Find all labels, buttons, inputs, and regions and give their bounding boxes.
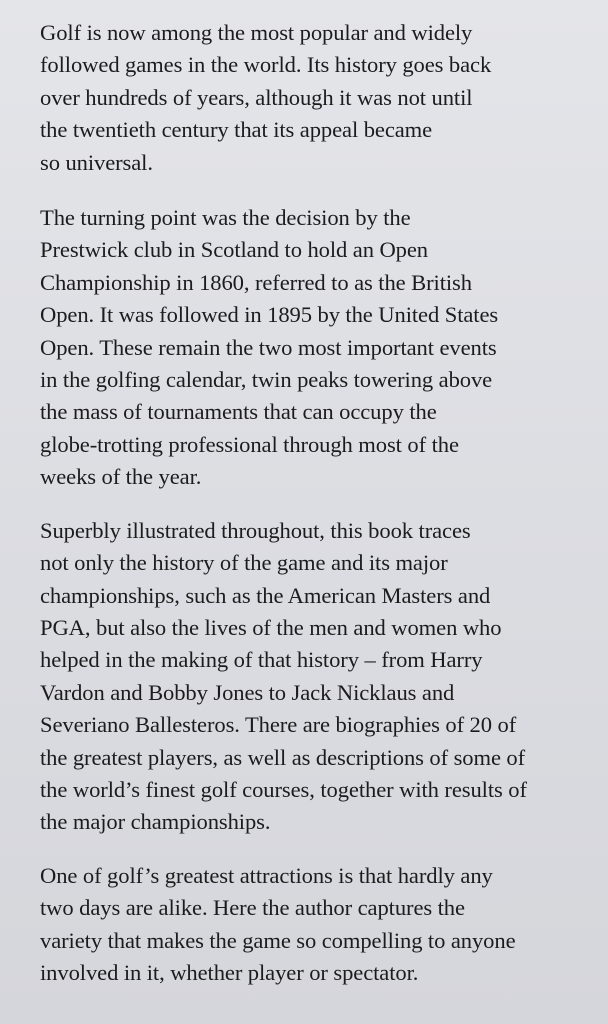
- paragraph-book-contents: [40, 515, 600, 839]
- text-line: weeks of the year.: [40, 464, 202, 490]
- paragraph-attractions: [40, 860, 600, 990]
- text-line: The turning point was the decision by the: [40, 205, 411, 231]
- text-line: variety that makes the game so compelling to anyone: [40, 927, 516, 953]
- text-line: the major championships.: [40, 809, 271, 835]
- text-line: Superbly illustrated throughout, this book traces: [40, 517, 471, 543]
- text-line: globe-trotting professional through most of the: [40, 431, 459, 457]
- text-line: involved in it, whether player or spectator.: [40, 959, 419, 985]
- paragraph-turning-point: [40, 202, 600, 494]
- text-line: championships, such as the American Masters and: [40, 582, 491, 608]
- text-line: the greatest players, as well as descriptions of some of: [40, 744, 526, 770]
- text-line: followed games in the world. Its history goes back: [40, 52, 492, 78]
- text-line: the twentieth century that its appeal became: [40, 117, 433, 143]
- text-line: not only the history of the game and its major: [40, 550, 448, 576]
- text-line: One of golf’s greatest attractions is that hardly any: [40, 862, 493, 888]
- text-line: Prestwick club in Scotland to hold an Open: [40, 237, 428, 263]
- paragraph-intro: [40, 17, 600, 179]
- text-line: PGA, but also the lives of the men and women who: [40, 614, 502, 640]
- text-line: Severiano Ballesteros. There are biographies of 20 of: [40, 712, 517, 738]
- text-line: the mass of tournaments that can occupy the: [40, 399, 437, 425]
- text-line: so universal.: [40, 149, 153, 175]
- book-blurb: [40, 17, 600, 989]
- text-line: Vardon and Bobby Jones to Jack Nicklaus and: [40, 679, 455, 705]
- text-line: the world’s finest golf courses, together with results of: [40, 776, 527, 802]
- text-line: two days are alike. Here the author captures the: [40, 895, 465, 921]
- text-line: helped in the making of that history – from Harry: [40, 647, 483, 673]
- text-line: in the golfing calendar, twin peaks towering above: [40, 367, 493, 393]
- text-line: Open. These remain the two most important events: [40, 334, 497, 360]
- text-line: Golf is now among the most popular and widely: [40, 20, 473, 45]
- text-line: Open. It was followed in 1895 by the United States: [40, 302, 499, 328]
- text-line: Championship in 1860, referred to as the British: [40, 269, 472, 295]
- text-line: over hundreds of years, although it was not until: [40, 84, 473, 110]
